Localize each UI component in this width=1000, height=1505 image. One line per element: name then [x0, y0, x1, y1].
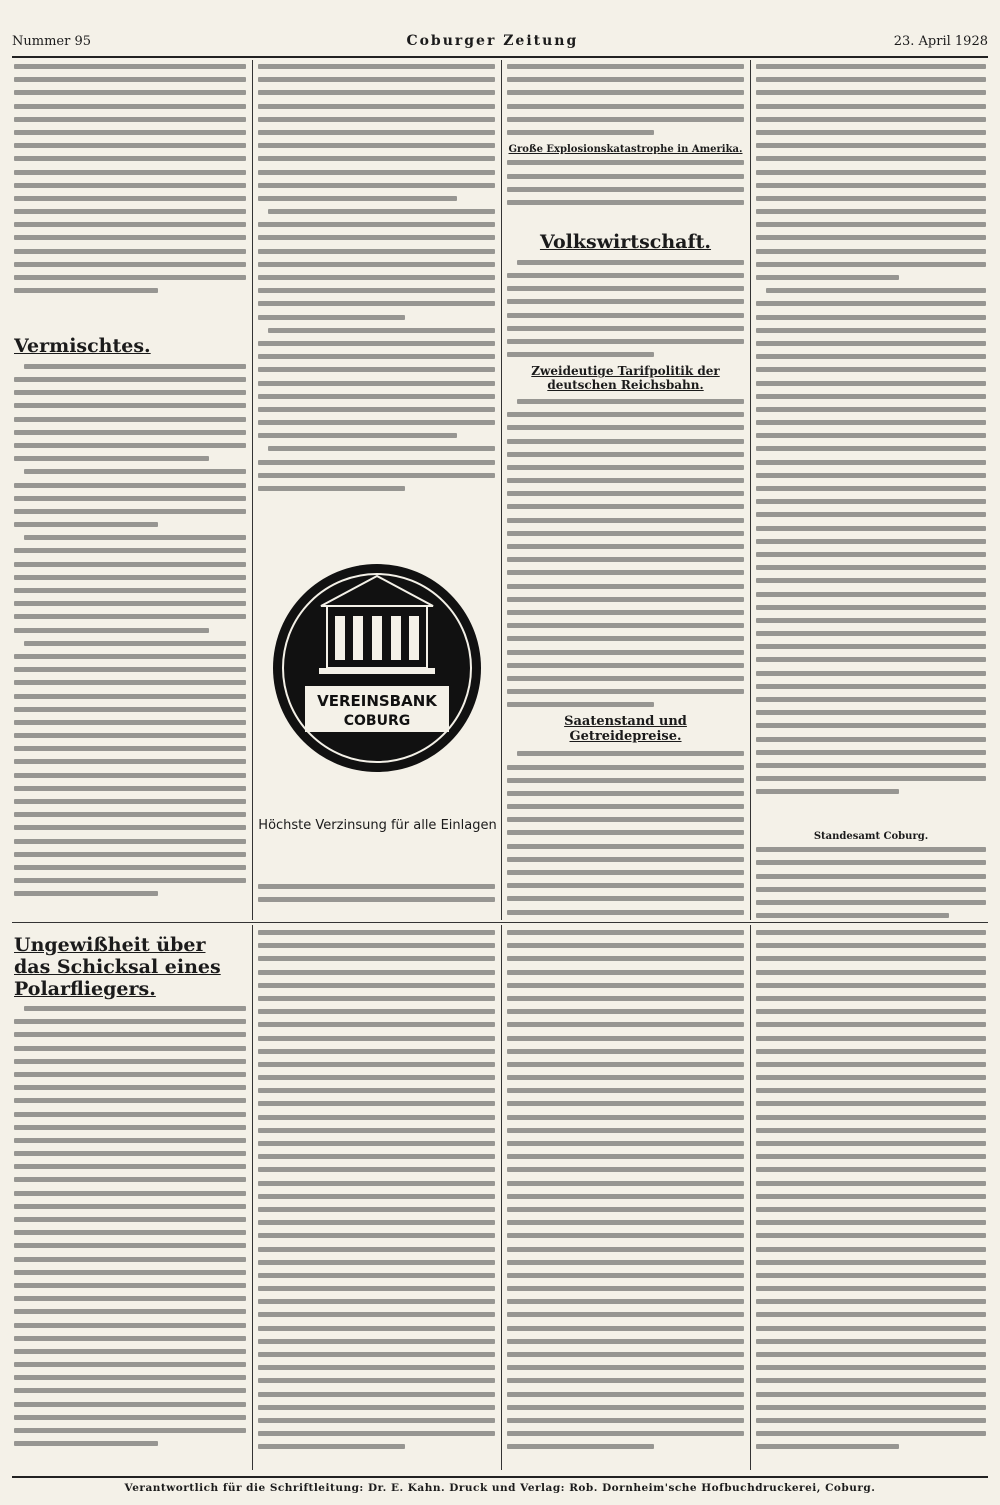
ad-bank-name: VEREINSBANK [317, 692, 437, 710]
volkswirtschaft-section [507, 226, 744, 916]
column-rule [501, 925, 502, 1470]
issue-date: 23. April 1928 [893, 33, 988, 49]
column-rule [750, 925, 751, 1470]
polarflieger-heading: Ungewißheit über das Schicksal eines Polarfliegers. [14, 934, 221, 1000]
masthead [12, 26, 988, 58]
volkswirtschaft-heading: Volkswirtschaft. [539, 231, 712, 253]
section-rule [12, 922, 988, 923]
saatenstand-heading: Saatenstand und Getreidepreise. [564, 714, 687, 745]
vermischtes-section [14, 330, 246, 915]
column-2-top [258, 64, 495, 510]
column-4-lower [756, 930, 986, 1470]
ad-bank-city: COBURG [343, 713, 411, 729]
column-rule [252, 60, 253, 920]
tarifpolitik-heading: Zweideutige Tarifpolitik der deutschen Reichsbahn. [531, 364, 720, 393]
vereinsbank-advertisement [255, 518, 500, 880]
column-3-top [507, 64, 744, 224]
vermischtes-heading: Vermischtes. [14, 335, 151, 357]
standesamt-section [756, 830, 986, 918]
ad-slogan: Höchste Verzinsung für alle Einlagen [258, 818, 497, 833]
standesamt-heading: Standesamt Coburg. [813, 831, 929, 842]
column-rule [750, 60, 751, 920]
column-rule [252, 925, 253, 1470]
column-4-top [756, 64, 986, 824]
column-2-bottom [258, 884, 495, 916]
column-1-top [14, 64, 246, 320]
polarflieger-section [14, 928, 246, 1468]
column-3-lower [507, 930, 744, 1470]
explosion-heading: Große Explosionskatastrophe in Amerika. [508, 144, 743, 156]
bank-emblem-icon [255, 518, 500, 818]
newspaper-title: Coburger Zeitung [406, 33, 579, 49]
imprint-footer: Verantwortlich für die Schriftleitung: Dr. E. Kahn. Druck und Verlag: Rob. Dornheim'sche Hofbuchdruckerei, Coburg. [12, 1476, 988, 1498]
issue-number: Nummer 95 [12, 33, 91, 49]
column-2-lower [258, 930, 495, 1470]
column-rule [501, 60, 502, 920]
